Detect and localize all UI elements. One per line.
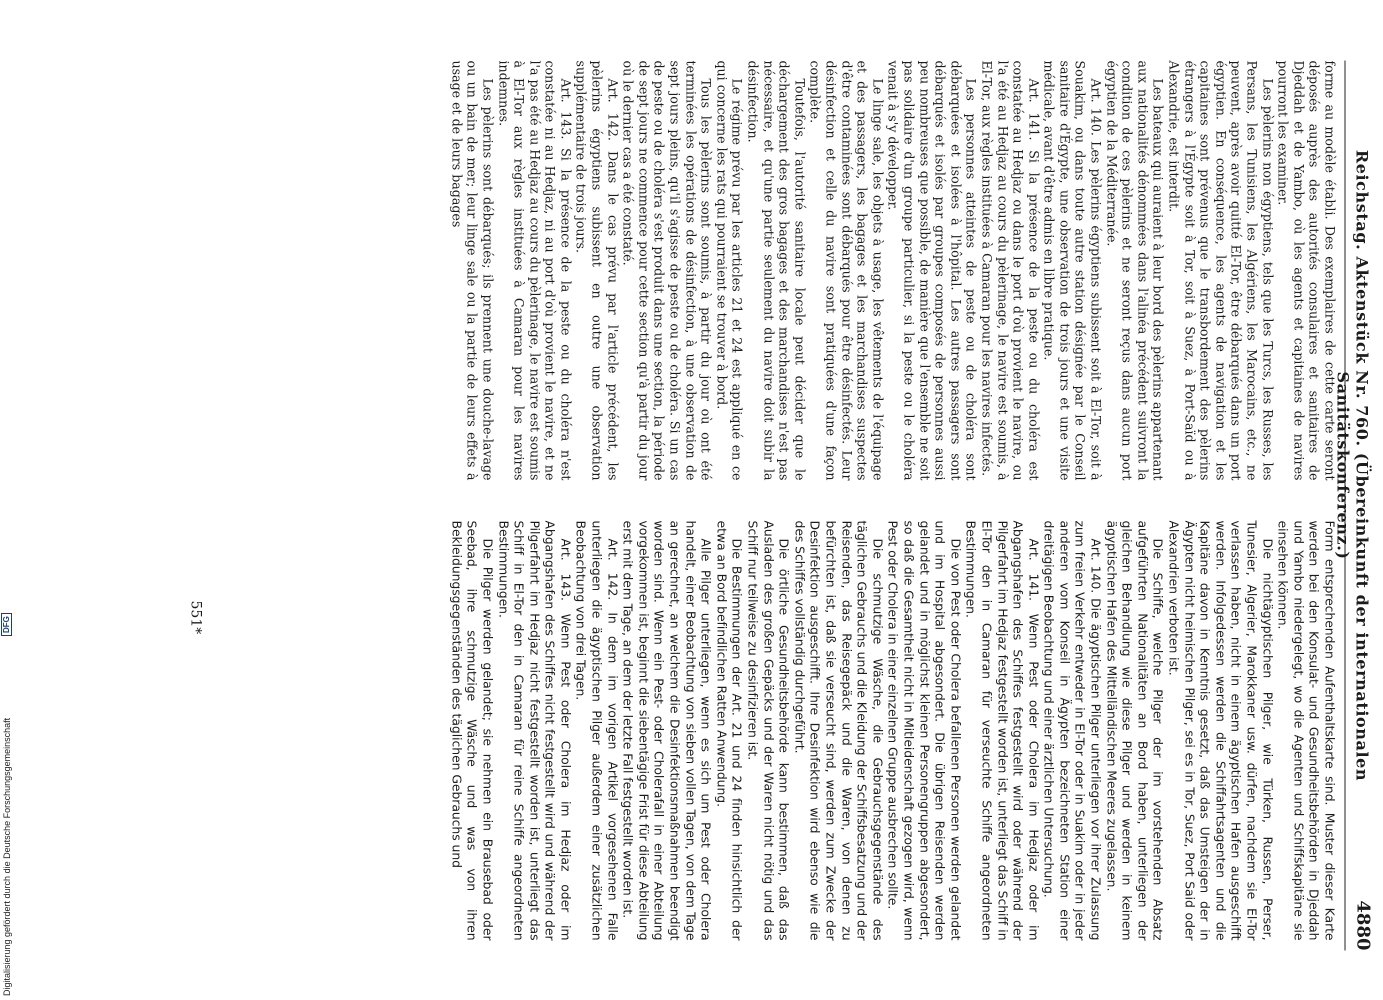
paragraph: Les bateaux qui auraient à leur bord des pèlerins appartenant aux nationalités dénommées dans l'alinéa précédent suivront la condition de ces pèlerins et ne seront reçus dans aucun port égyptien de la Méditerranée. (1103, 60, 1166, 480)
page-number: 4880 (1352, 899, 1373, 950)
paragraph: Art. 140. Die ägyptischen Pilger unterliegen vor ihrer Zulassung zum freien Verkehr entweder in El-Tor oder in Suakim oder in jeder anderen vom Konseil in Ägypten bezeichneten Station einer dreitägigen Beobachtung und einer ärztlichen Untersuchung. (1041, 520, 1104, 940)
french-column (448, 60, 1337, 480)
paragraph: Art. 141. Si la présence de la peste ou du choléra est constatée au Hedjaz ou dans le port d'où provient le navire, ou l'a été au Hedjaz au cours du pèlerinage, le navire est soumis, à El-Tor, aux règles instituées à Camaran pour les navires infectés. (978, 60, 1041, 480)
sheet-number: 551* (187, 600, 203, 634)
paragraph: Die nichtägyptischen Pilger, wie Türken, Russen, Perser, Tunesier, Algerier, Marokkaner usw. dürfen, nachdem sie El-Tor verlassen haben, nicht in einem ägyptischen Hafen ausgeschifft werden. Infolgedessen werden die Schiffahrtsagenten und die Kapitäne davon in Kenntnis gesetzt, daß das Umsteigen der in Ägypten nicht heimischen Pilger, sei es in Tor, Suez, Port Said oder Alexandrien verboten ist. (1166, 520, 1275, 940)
paragraph: Alle Pilger unterliegen, wenn es sich um Pest oder Cholera handelt, einer Beobachtung von sieben vollen Tagen, von dem Tage an gerechnet, an welchem die Desinfektionsmaßnahmen beendigt worden sind. Wenn ein Pest- oder Cholerafall in einer Abteilung vorgekommen ist, beginnt die siebentägige Frist für diese Abteilung erst mit dem Tage, an dem der letzte Fall festgestellt worden ist. (620, 520, 714, 940)
paragraph: Die Schiffe, welche Pilger der im vorstehenden Absatz aufgeführten Nationalitäten an Bord haben, unterliegen der gleichen Behandlung wie diese Pilger und werden in keinem ägyptischen Hafen des Mittelländischen Meeres zugelassen. (1103, 520, 1166, 940)
paragraph: Le régime prévu par les articles 21 et 24 est appliqué en ce qui concerne les rats qui pourraient se trouver à bord. (713, 60, 745, 480)
paragraph: Die schmutzige Wäsche, die Gebrauchsgegenstände des täglichen Gebrauchs und die Kleidung der Schiffsbesatzung und der Reisenden, das Reisegepäck und die Waren, von denen zu befürchten ist, daß sie verseucht sind, werden zum Zwecke der Desinfektion ausgeschifft. Ihre Desinfektion wird ebenso wie die des Schiffes vollständig durchgeführt. (791, 520, 885, 940)
paragraph: Les pèlerins non égyptiens, tels que les Turcs, les Russes, les Persans, les Tunisiens, les Algériens, les Marocains, etc., ne peuvent, après avoir quitté El-Tor, être débarqués dans un port égyptien. En conséquence, les agents de navigation et les capitaines sont prévenus que le transbordement des pèlerins étrangers à l'Égypte soit à Tor, soit à Suez, à Port-Saïd ou à Alexandrie, est interdit. (1166, 60, 1275, 480)
paragraph: Les pèlerins sont débarqués; ils prennent une douche-lavage ou un bain de mer; leur linge sale ou la partie de leurs effets à usage et de leurs bagages (448, 60, 495, 480)
paragraph: Die Bestimmungen der Art. 21 und 24 finden hinsichtlich der etwa an Bord befindlichen Ratten Anwendung. (713, 520, 745, 940)
paragraph: Art. 142. In dem im vorigen Artikel vorgesehenen Falle unterliegen die ägyptischen Pilger außerdem einer zusätzlichen Beobachtung von drei Tagen. (573, 520, 620, 940)
running-title: Reichstag. Aktenstück Nr. 760. (Übereinkunft der internationalen Sanitätskonferenz.) (1333, 149, 1371, 781)
paragraph: Art. 141. Wenn Pest oder Cholera im Hedjaz oder im Abgangshafen des Schiffes festgestellt wird oder während der Pilgerfahrt im Hedjaz festgestellt worden ist, unterliegt das Schiff in El-Tor den in Camaran für verseuchte Schiffe angeordneten Bestimmungen. (963, 520, 1041, 940)
paragraph: Les personnes atteintes de peste ou de choléra sont débarquées et isolées à l'hôpital. Les autres passagers sont débarqués et isolés par groupes composés de personnes aussi peu nombreuses que possible, de manière que l'ensemble ne soit pas solidaire d'un groupe particulier, si la peste ou le choléra venait à s'y développer. (885, 60, 979, 480)
credit-text: Digitalisierung gefördert durch die Deutsche Forschungsgemeinschaft (2, 717, 12, 996)
paragraph: Art. 142. Dans le cas prévu par l'article précédent, les pèlerins égyptiens subissent en outre une observation supplémentaire de trois jours. (573, 60, 620, 480)
german-column (448, 520, 1337, 940)
paragraph: Le linge sale, les objets à usage, les vêtements de l'équipage et des passagers, les bagages et les marchandises suspectes d'être contaminées sont débarqués pour être désinfectés. Leur désinfection et celle du navire sont pratiquées d'une façon complète. (807, 60, 885, 480)
paragraph: Toutefois, l'autorité sanitaire locale peut décider que le déchargement des gros bagages et des marchandises n'est pas nécessaire, et qu'une partie seulement du navire doit subir la désinfection. (745, 60, 807, 480)
paragraph: forme au modèle établi. Des exemplaires de cette carte seront déposés auprès des autorités consulaires et sanitaires de Djeddah et de Yambo, où les agents et capitaines de navires pourront les examiner. (1275, 60, 1337, 480)
page-header (1333, 60, 1375, 950)
paragraph: Form entsprechenden Aufenthaltskarte sind. Muster dieser Karte werden bei den Konsulat- und Gesundheitsbehörden in Djeddah und Yambo niedergelegt, wo die Agenten und Schiffskapitäne sie einsehen können. (1275, 520, 1337, 940)
paragraph: Tous les pèlerins sont soumis, à partir du jour où ont été terminées les opérations de désinfection, à une observation de sept jours pleins, qu'il s'agisse de peste ou de choléra. Si un cas de peste ou de choléra s'est produit dans une section, la période de sept jours ne commence pour cette section qu'à partir du jour où le dernier cas a été constaté. (620, 60, 714, 480)
paragraph: Art. 143. Wenn Pest oder Cholera im Hedjaz oder im Abgangshafen des Schiffes nicht festgestellt wird und während der Pilgerfahrt im Hedjaz nicht festgestellt worden ist, unterliegt das Schiff in El-Tor den in Camaran für reine Schiffe angeordneten Bestimmungen. (495, 520, 573, 940)
paragraph: Die von Pest oder Cholera befallenen Personen werden gelandet und im Hospital abgesondert. Die übrigen Reisenden werden gelandet und in möglichst kleinen Personengruppen abgesondert, so daß die Gesamtheit nicht in Mitleidenschaft gezogen wird, wenn Pest oder Cholera in einer einzelnen Gruppe ausbrechen sollte. (885, 520, 963, 940)
paragraph: Die Pilger werden gelandet; sie nehmen ein Brausebad oder Seebad, ihre schmutzige Wäsche und was von ihren Bekleidungsgegenständen des täglichen Gebrauchs und (448, 520, 495, 940)
dfg-logo: DFG (1, 613, 12, 636)
paragraph: Die örtliche Gesundheitsbehörde kann bestimmen, daß das Ausladen des großen Gepäcks und der Waren nicht nötig und das Schiff nur teilweise zu desinfizieren ist. (745, 520, 792, 940)
paragraph: Art. 143. Si la présence de la peste ou du choléra n'est constatée ni au Hedjaz, ni au port d'où provient le navire, et ne l'a pas été au Hedjaz au cours du pèlerinage, le navire est soumis à El-Tor aux règles instituées à Camaran pour les navires indemnes. (495, 60, 573, 480)
paragraph: Art. 140. Les pèlerins égyptiens subissent soit à El-Tor, soit à Souakim, ou dans toute autre station désignée par le Conseil sanitaire d'Égypte, une observation de trois jours et une visite médicale, avant d'être admis en libre pratique. (1041, 60, 1104, 480)
